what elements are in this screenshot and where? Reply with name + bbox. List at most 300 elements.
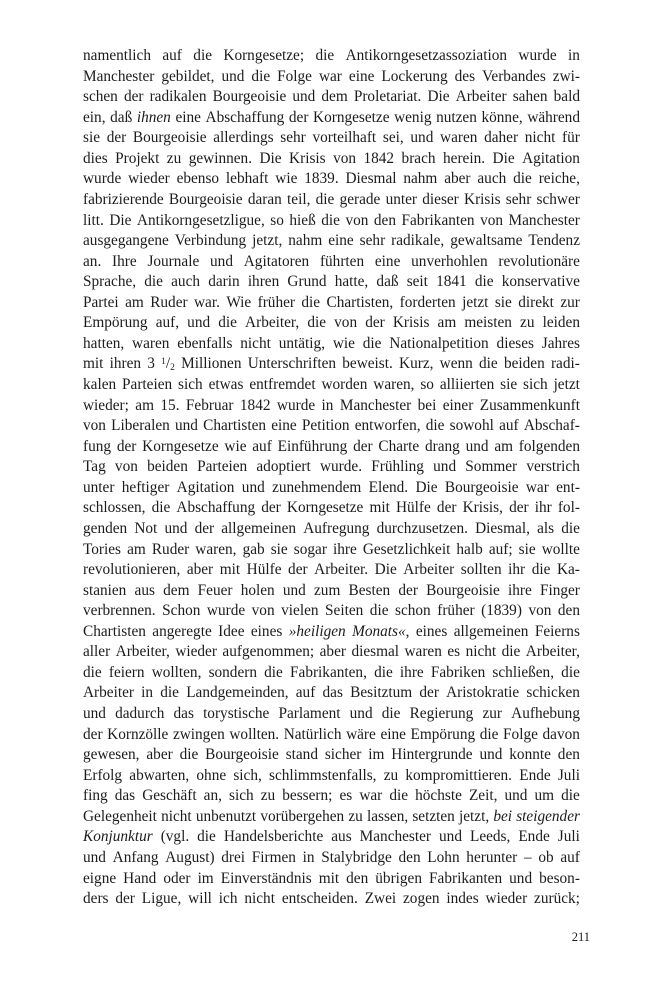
word: will <box>188 890 212 908</box>
word: mit <box>219 561 241 579</box>
word: dies <box>83 149 108 167</box>
word: 3 <box>147 355 155 373</box>
word: herein. <box>443 149 486 167</box>
word: adoptiert <box>256 458 311 476</box>
word: ihren <box>247 273 280 291</box>
word: Nationalpetition <box>389 334 489 352</box>
word: genden <box>83 519 128 537</box>
word: die <box>474 273 494 291</box>
word: die <box>321 211 340 229</box>
word: mit <box>318 869 340 887</box>
word: fol- <box>557 499 580 517</box>
word: Bourgeoisie <box>426 581 500 599</box>
word: Die <box>415 478 438 496</box>
word: jetzt <box>553 376 580 393</box>
word: bald <box>553 88 580 106</box>
word: Die <box>259 149 282 167</box>
word: der <box>194 519 215 537</box>
word: Ende <box>518 828 550 846</box>
word: sich <box>229 787 254 805</box>
word: die <box>389 787 409 805</box>
word: lebhaft <box>225 170 269 188</box>
word: zur <box>482 705 503 722</box>
word: in <box>302 848 315 866</box>
word: Tendenz <box>528 232 580 250</box>
word: auf, <box>155 314 180 332</box>
word: sollten <box>460 561 502 579</box>
word: eine <box>175 108 201 126</box>
word: Handelsberichte <box>223 828 324 846</box>
word: von <box>83 417 106 435</box>
text-line <box>83 642 580 663</box>
word: dieser <box>422 190 459 208</box>
text-line <box>83 786 580 807</box>
word: schlimmstenfalls, <box>269 766 377 784</box>
word: Bourgeoisie <box>444 478 519 496</box>
word: die <box>251 67 271 85</box>
word: aber <box>319 643 346 661</box>
word: Idee <box>218 622 245 640</box>
word: namentlich <box>83 47 151 64</box>
word: und <box>504 787 528 805</box>
word: lassen, <box>366 807 409 825</box>
word: der <box>509 499 529 517</box>
word: nahm <box>288 232 323 250</box>
word: der <box>116 437 137 455</box>
word: schon <box>395 602 431 620</box>
word: am <box>125 293 144 311</box>
word: Arbeiter <box>403 561 455 579</box>
word: Aufregung <box>303 519 370 537</box>
word: der <box>365 314 385 332</box>
word: 1841 <box>436 273 467 291</box>
word: etwas <box>208 376 244 393</box>
word: Hand <box>123 869 157 887</box>
word: der <box>83 725 103 743</box>
word: Korngesetze; <box>223 47 305 64</box>
word: aller <box>83 643 111 661</box>
word: eines <box>415 622 448 640</box>
text-line <box>83 540 580 561</box>
word: Anfang <box>112 848 159 866</box>
word: Zusammenkunft <box>479 396 580 414</box>
word: und <box>292 88 316 106</box>
word: die <box>479 355 498 373</box>
word: auch <box>171 273 201 291</box>
word: Projekt <box>115 149 160 167</box>
text-line <box>83 498 580 519</box>
word: wurde. <box>319 458 363 476</box>
word: zu <box>166 149 182 167</box>
word: darin <box>208 273 240 291</box>
word: die <box>218 314 237 332</box>
word: gewinnen. <box>188 149 253 167</box>
word: daß <box>376 273 399 291</box>
word: durchzusetzen. <box>376 519 468 537</box>
word: und <box>187 314 211 332</box>
word: jetzt <box>462 293 489 311</box>
word: auch <box>477 170 507 188</box>
text-line <box>83 601 580 622</box>
text-line <box>83 745 580 766</box>
word: waren <box>440 129 478 147</box>
word: und <box>83 705 106 722</box>
word: der <box>419 684 439 702</box>
word: zurück; <box>534 890 580 908</box>
text-line <box>83 478 580 499</box>
word: fabrizierende <box>83 190 164 208</box>
word: des <box>454 67 476 85</box>
word: Ihre <box>112 252 137 270</box>
word: aus <box>331 828 352 846</box>
word: Abschaffung <box>205 108 285 126</box>
word: nicht <box>240 334 271 352</box>
word: Manchester <box>359 828 432 846</box>
word: Bourgeoisie <box>132 129 207 147</box>
word: Liberalen <box>111 417 170 435</box>
word: Korngesetze <box>142 437 219 455</box>
word: Krisis, <box>462 499 503 517</box>
text-line <box>83 869 580 890</box>
word: von <box>528 602 552 620</box>
word: verbrennen. <box>83 602 156 620</box>
word: wieder; <box>83 396 129 414</box>
word: Gesetzlichkeit <box>362 540 451 558</box>
word: sogar <box>293 540 327 558</box>
word: sie <box>494 293 512 311</box>
word: wie <box>275 170 298 188</box>
word: sich <box>523 376 548 393</box>
text-line <box>83 725 580 746</box>
word: konservative <box>501 273 580 291</box>
word: Monats«, <box>352 622 410 640</box>
word: die <box>479 725 499 743</box>
word: wie <box>224 437 247 455</box>
word: Manchester <box>83 67 155 85</box>
word: Natürlich <box>283 725 342 743</box>
word: ihr <box>508 561 526 579</box>
word: und <box>210 252 233 270</box>
word: Ruder <box>150 293 188 311</box>
word: aber <box>444 170 471 188</box>
text-line <box>83 519 580 540</box>
word: Empörung <box>83 314 148 332</box>
word: Korngesetze <box>286 499 364 517</box>
word: bei <box>417 396 437 414</box>
word: den <box>557 746 580 764</box>
word: radikalen <box>149 88 207 106</box>
word: und <box>241 478 265 496</box>
word: unter <box>385 190 418 208</box>
word: worden <box>321 376 368 393</box>
word: den <box>398 848 421 866</box>
text-line <box>83 211 580 232</box>
word: ders <box>83 890 109 908</box>
word: Petition <box>301 417 350 435</box>
word: angeregte <box>152 622 212 640</box>
word: ihre <box>507 581 532 599</box>
word: Erfolg <box>83 766 123 784</box>
word: von <box>251 602 275 620</box>
word: radi- <box>550 355 580 373</box>
word: nicht <box>244 890 275 908</box>
text-line <box>83 416 580 437</box>
page-text <box>83 46 580 910</box>
word: Tag <box>83 458 106 476</box>
word: und <box>465 437 489 455</box>
word: das <box>173 705 194 722</box>
word: Juli <box>557 828 580 846</box>
word: Sommer <box>465 458 518 476</box>
word: der <box>353 437 373 455</box>
word: und <box>433 458 457 476</box>
word: daß <box>110 108 133 126</box>
word: nicht <box>524 129 556 147</box>
word: das <box>322 684 343 702</box>
word: daher <box>484 129 519 147</box>
word: nutzen <box>436 108 477 126</box>
word: in <box>141 684 154 702</box>
word: Kornzölle <box>107 725 169 743</box>
word: sehr <box>280 129 306 147</box>
word: die <box>381 705 401 722</box>
word: 1842 <box>239 396 271 414</box>
word: (1839) <box>481 602 522 620</box>
word: die <box>561 663 580 681</box>
word: Millionen <box>181 355 242 373</box>
word: 1842 <box>363 149 395 167</box>
word: am <box>494 437 514 455</box>
word: Manchester <box>339 396 412 414</box>
word: von <box>114 458 138 476</box>
word: Fabriken <box>430 663 486 681</box>
word: vorübergehen <box>260 807 345 825</box>
text-line <box>83 293 580 314</box>
word: der <box>288 561 308 579</box>
word: beiden <box>147 458 188 476</box>
word: verstrich <box>526 458 580 476</box>
word: Arbeiter. <box>314 561 369 579</box>
word: um <box>534 787 555 805</box>
word: hieß <box>289 211 316 229</box>
word: schicken <box>526 684 580 702</box>
word: zu <box>383 766 399 784</box>
word: waren <box>404 643 442 661</box>
text-line <box>83 252 580 273</box>
word: der <box>261 499 281 517</box>
word: eine <box>380 725 406 743</box>
word: teil, <box>287 190 311 208</box>
word: entfremdet <box>249 376 316 393</box>
word: der <box>436 499 457 517</box>
word: zu <box>520 314 535 332</box>
word: Journale <box>147 252 200 270</box>
word: ihnen <box>136 108 171 126</box>
word: im <box>197 869 214 887</box>
word: Arbeiter, <box>525 643 580 661</box>
word: 1839. <box>304 170 339 188</box>
word: die <box>369 602 389 620</box>
word: wollten. <box>229 725 280 743</box>
word: die <box>264 663 283 681</box>
word: stanien <box>83 581 127 599</box>
word: Feuer <box>197 581 233 599</box>
word: Krisis <box>289 149 326 167</box>
word: sehr <box>359 232 386 250</box>
word: die <box>513 170 532 188</box>
word: Abschaf- <box>523 417 580 435</box>
word: hatten, <box>83 334 125 352</box>
word: für <box>562 129 580 147</box>
word: die <box>374 663 393 681</box>
word: früher <box>257 293 295 311</box>
word: nahm <box>403 170 438 188</box>
word: Arbeiter <box>455 88 507 106</box>
word: Empörung <box>410 725 476 743</box>
word: sich, <box>233 766 262 784</box>
word: abwarten, <box>129 766 190 784</box>
word: Einführung <box>277 437 348 455</box>
word: wenig <box>394 108 432 126</box>
word: Landgemeinden, <box>186 684 289 702</box>
text-line <box>83 807 580 828</box>
word: ent- <box>556 478 580 496</box>
word: nicht <box>465 643 497 661</box>
word: ohne <box>196 766 227 784</box>
word: wäre <box>346 725 376 743</box>
word: Agitation <box>176 478 235 496</box>
word: Einverständnis <box>220 869 312 887</box>
word: radikale, <box>391 232 445 250</box>
word: wenn <box>439 355 473 373</box>
word: Die <box>109 211 132 229</box>
word: Chartisten <box>203 417 267 435</box>
word: der <box>123 88 144 106</box>
word: Krisis <box>392 314 430 332</box>
word: Tories <box>83 540 122 558</box>
word: Arbeiter <box>83 684 134 702</box>
word: schen <box>83 88 118 106</box>
word: Diesmal <box>345 170 397 188</box>
word: die <box>160 684 179 702</box>
word: wieder <box>128 170 170 188</box>
word: aufgenommen; <box>222 643 315 661</box>
word: folgenden <box>518 437 580 455</box>
text-line <box>83 87 580 108</box>
text-line <box>83 272 580 293</box>
word: Not <box>134 519 158 537</box>
text-line <box>83 67 580 88</box>
word: und <box>410 129 434 147</box>
word: Arbeiter, <box>245 314 300 332</box>
word: eigne <box>83 869 117 887</box>
word: schwer <box>536 190 580 208</box>
word: daran <box>247 190 282 208</box>
word: drang <box>424 437 460 455</box>
word: – <box>523 848 532 866</box>
word: als <box>537 519 555 537</box>
word: Verbindung <box>174 232 247 250</box>
word: Ka- <box>556 561 580 579</box>
word: »heiligen <box>288 622 346 640</box>
word: die <box>197 828 216 846</box>
word: schließen, <box>492 663 555 681</box>
word: auf <box>560 848 580 866</box>
word: davon <box>542 725 580 743</box>
word: Bourgeoisie <box>205 746 279 764</box>
word: Ruder <box>151 540 190 558</box>
word: Fabrikanten, <box>290 663 367 681</box>
word: hatte, <box>334 273 369 291</box>
word: allerdings <box>213 129 274 147</box>
word: Proletariat. <box>353 88 422 106</box>
word: $^1/_2$ <box>161 355 175 374</box>
word: Grund <box>287 273 327 291</box>
text-line <box>83 354 580 375</box>
word: gerade <box>339 190 381 208</box>
word: die <box>301 293 321 311</box>
word: Frühling <box>371 458 424 476</box>
word: revolutionieren, <box>83 561 181 579</box>
word: zwingen <box>172 725 225 743</box>
word: Wie <box>226 293 252 311</box>
word: allgemeinen <box>221 519 297 537</box>
word: Fabrikanten <box>401 211 475 229</box>
word: schlossen, <box>83 499 146 517</box>
word: Krisis <box>464 190 501 208</box>
word: Manchester <box>508 211 580 229</box>
word: früher <box>437 602 475 620</box>
word: (vgl. <box>160 828 190 846</box>
word: die <box>501 643 521 661</box>
word: wurde <box>518 47 557 64</box>
word: vorteilhaft <box>312 129 377 147</box>
word: steigender <box>516 807 580 825</box>
word: ich <box>218 890 238 908</box>
text-line <box>83 766 580 787</box>
word: von <box>345 211 369 229</box>
word: Fabrikanten <box>429 869 503 887</box>
word: kalen <box>83 376 117 393</box>
word: sie <box>83 129 100 147</box>
word: beson- <box>539 869 580 887</box>
word: und <box>282 581 306 599</box>
word: sie <box>500 376 518 393</box>
word: wurde <box>206 602 246 620</box>
word: ebenfalls <box>177 334 233 352</box>
word: die <box>561 519 580 537</box>
word: sondern <box>208 663 257 681</box>
word: die <box>425 417 445 435</box>
word: Charte <box>378 437 420 455</box>
word: 15. <box>160 396 180 414</box>
text-line <box>83 313 580 334</box>
word: sehr <box>505 190 532 208</box>
word: allgemeinen <box>453 622 529 640</box>
word: brach <box>401 149 436 167</box>
word: auf <box>499 417 519 435</box>
word: Folge <box>503 725 538 743</box>
word: zu <box>260 787 276 805</box>
word: dadurch <box>115 705 165 722</box>
word: Korngesetze <box>313 108 390 126</box>
text-line <box>83 437 580 458</box>
word: war <box>359 787 383 805</box>
word: Folge <box>277 67 312 85</box>
word: Unterschriften <box>247 355 337 373</box>
word: der <box>106 129 127 147</box>
word: setzten <box>412 807 455 825</box>
